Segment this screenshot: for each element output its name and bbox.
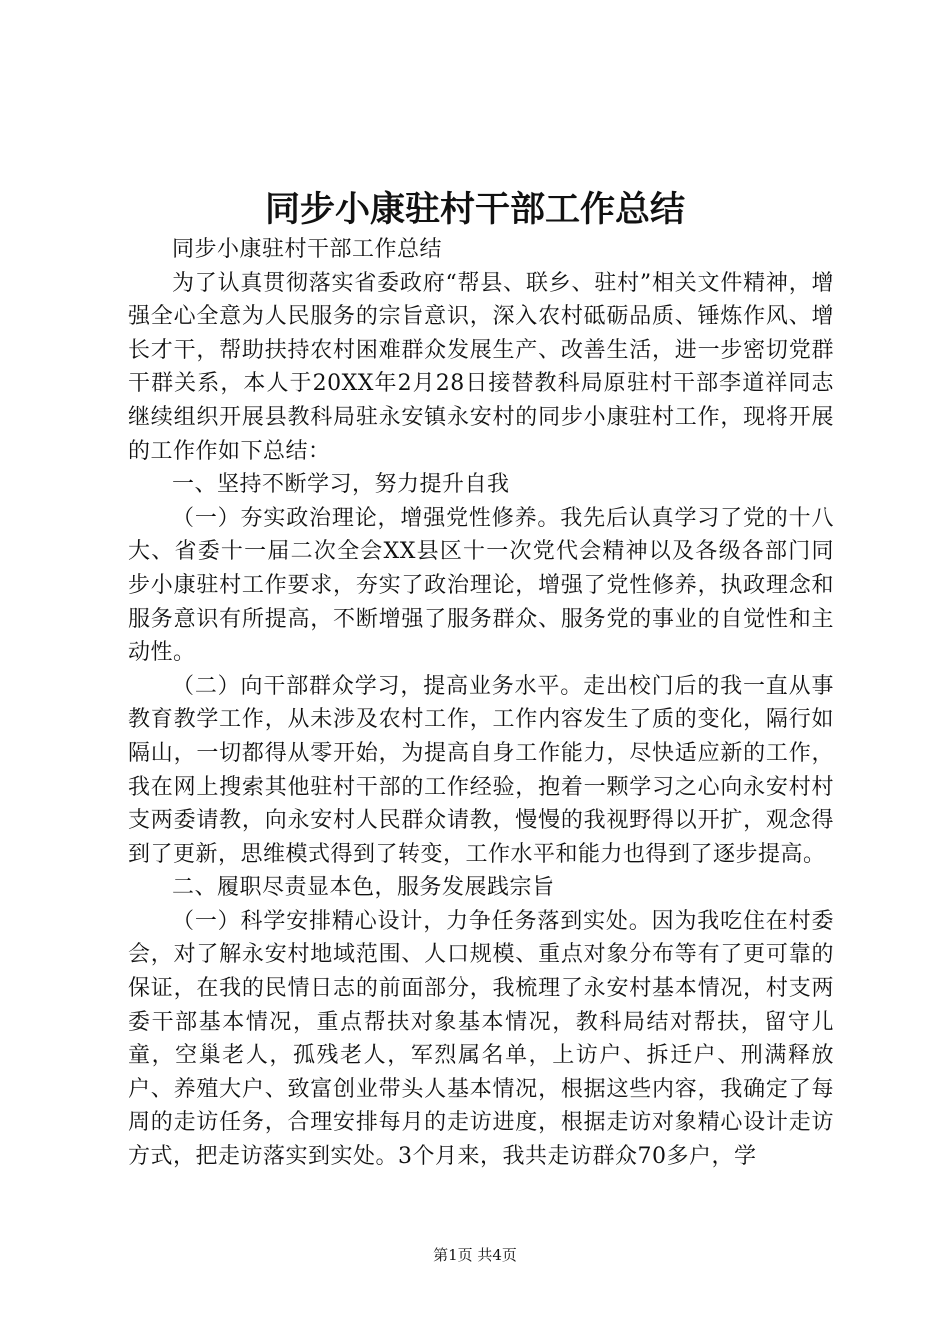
paragraph-2-1: （一）科学安排精心设计，力争任务落到实处。因为我吃住在村委会，对了解永安村地域范围、人口规模、重点对象分布等有了更可靠的保证，在我的民情日志的前面部分，我梳理了永安村基本情况，村支两委干部基本情况，重点帮扶对象基本情况，教科局结对帮扶，留守儿童，空巢老人，孤残老人，军烈属名单，上访户、拆迁户、刑满释放户、养殖大户、致富创业带头人基本情况，根据这些内容，我确定了每周的走访任务，合理安排每月的走访进度，根据走访对象精心设计走访方式，把走访落实到实处。3个月来，我共走访群众70多户，学 <box>128 908 834 1170</box>
section-heading-2: 二、履职尽责显本色，服务发展践宗旨 <box>172 875 555 901</box>
paragraph-subtitle: 同步小康驻村干部工作总结 <box>172 237 443 262</box>
paragraph-1-1: （一）夯实政治理论，增强党性修养。我先后认真学习了党的十八大、省委十一届二次全会XX县区十一次党代会精神以及各级各部门同步小康驻村工作要求，夯实了政治理论，增强了党性修养，执政理念和服务意识有所提高，不断增强了服务群众、服务党的事业的自觉性和主动性。 <box>128 505 834 666</box>
paragraph-1-2: （二）向干部群众学习，提高业务水平。走出校门后的我一直从事教育教学工作，从未涉及农村工作，工作内容发生了质的变化，隔行如隔山，一切都得从零开始，为提高自身工作能力，尽快适应新的工作，我在网上搜索其他驻村干部的工作经验，抱着一颗学习之心向永安村村支两委请教，向永安村人民群众请教，慢慢的我视野得以开扩，观念得到了更新，思维模式得到了转变，工作水平和能力也得到了逐步提高。 <box>128 673 834 867</box>
section-heading-1: 一、坚持不断学习，努力提升自我 <box>172 472 510 498</box>
document-title: 同步小康驻村干部工作总结 <box>264 189 685 230</box>
page-footer: 第1页 共4页 <box>433 1246 517 1264</box>
paragraph-intro: 为了认真贯彻落实省委政府“帮县、联乡、驻村”相关文件精神，增强全心全意为人民服务的宗旨意识，深入农村砥砺品质、锤炼作风、增长才干，帮助扶持农村困难群众发展生产、改善生活，进一步密切党群干群关系，本人于20XX年2月28日接替教科局原驻村干部李道祥同志继续组织开展县教科局驻永安镇永安村的同步小康驻村工作，现将开展的工作作如下总结： <box>128 270 834 464</box>
document-body <box>128 233 834 1174</box>
